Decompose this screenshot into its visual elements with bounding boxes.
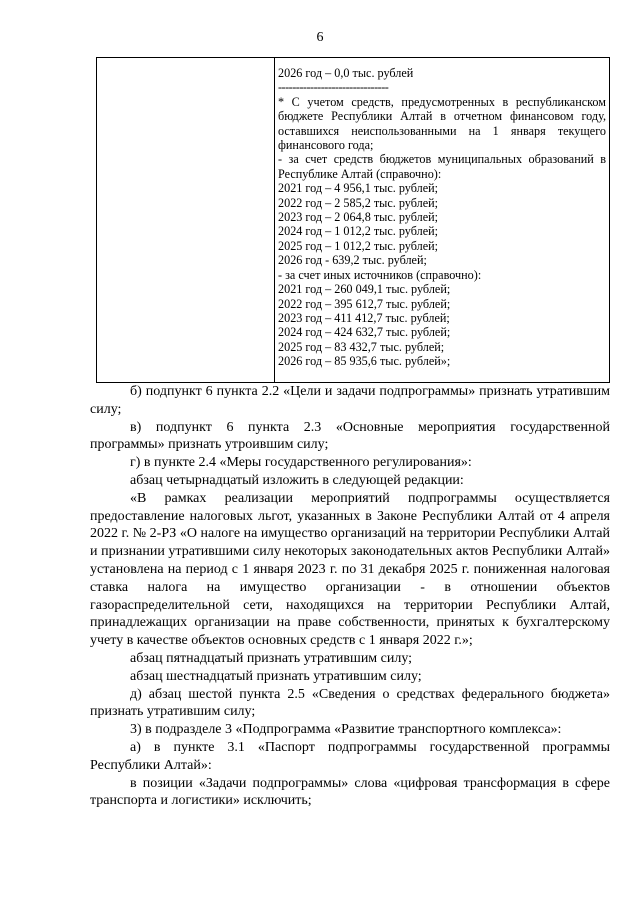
footnote: * С учетом средств, предусмотренных в республиканском бюджете Республики Алтай в отчетном финансовом году, оставшихся неиспользованными на 1 января текущего финансового года; (278, 94, 606, 153)
paragraph-14-intro: абзац четырнадцатый изложить в следующей редакции: (130, 472, 464, 488)
paragraph-14-text: «В рамках реализации мероприятий подпрограммы осуществляется предоставление налоговых льгот, указанных в Законе Республики Алтай от 4 апреля 2022 г. № 2-РЗ «О налоге на имущество организаций на территории Республики Алтай и признании утратившими силу некоторых законодательных актов Республики Алтай» установлена на период с 1 января 2023 г. по 31 декабря 2025 г. пониженная налоговая ставка налога на имущество организации - в отношении объектов газораспределительной сети, находящихся на территории Республики Алтай, принадлежащих организации на праве собственности, принятых к бухгалтерскому учету в качестве объектов основных средств с 1 января 2022 г.»; (90, 490, 610, 649)
paragraph-15: абзац пятнадцатый признать утратившим силу; (130, 650, 413, 666)
municipal-funds-item: 2025 год – 1 012,2 тыс. рублей; (278, 238, 439, 253)
municipal-funds-item: 2023 год – 2 064,8 тыс. рублей; (278, 210, 439, 225)
other-sources-item: 2025 год – 83 432,7 тыс. рублей; (278, 339, 445, 354)
municipal-funds-item: 2024 год – 1 012,2 тыс. рублей; (278, 224, 439, 239)
document-body (90, 383, 610, 810)
other-sources-header: - за счет иных источников (справочно): (278, 267, 482, 282)
federal-2026-line: 2026 год – 0,0 тыс. рублей (278, 66, 414, 80)
table-column-divider (274, 58, 275, 382)
paragraph-v: в) подпункт 6 пункта 2.3 «Основные мероприятия государственной программы» признать утроившим силу; (90, 419, 610, 453)
paragraph-tasks: в позиции «Задачи подпрограммы» слова «цифровая трансформация в сфере транспорта и логистики» исключить; (90, 775, 610, 809)
other-sources-item: 2024 год – 424 632,7 тыс. рублей; (278, 325, 451, 340)
other-sources-item: 2021 год – 260 049,1 тыс. рублей; (278, 282, 451, 297)
paragraph-d: д) абзац шестой пункта 2.5 «Сведения о средствах федерального бюджета» признать утратившим силу; (90, 686, 610, 720)
municipal-funds-header: - за счет средств бюджетов муниципальных образований в Республике Алтай (справочно): (278, 152, 606, 181)
municipal-funds-item: 2026 год - 639,2 тыс. рублей; (278, 253, 427, 268)
financing-table-right-cell (278, 66, 606, 369)
other-sources-item: 2023 год – 411 412,7 тыс. рублей; (278, 310, 450, 325)
municipal-funds-item: 2022 год – 2 585,2 тыс. рублей; (278, 195, 439, 210)
page-number: 6 (316, 30, 324, 45)
paragraph-b: б) подпункт 6 пункта 2.2 «Цели и задачи подпрограммы» признать утратившим силу; (90, 384, 610, 417)
paragraph-g: г) в пункте 2.4 «Меры государственного регулирования»: (130, 455, 472, 471)
paragraph-a: а) в пункте 3.1 «Паспорт подпрограммы государственной программы Республики Алтай»: (90, 739, 610, 773)
financing-table (96, 57, 610, 383)
other-sources-item: 2022 год – 395 612,7 тыс. рублей; (278, 296, 451, 311)
other-sources-item: 2026 год – 85 935,6 тыс. рублей»; (278, 354, 451, 369)
municipal-funds-item: 2021 год – 4 956,1 тыс. рублей; (278, 181, 439, 196)
paragraph-16: абзац шестнадцатый признать утратившим силу; (130, 668, 422, 684)
separator-line: ------------------------------- (278, 80, 389, 95)
paragraph-3: 3) в подразделе 3 «Подпрограмма «Развитие транспортного комплекса»: (130, 722, 562, 738)
